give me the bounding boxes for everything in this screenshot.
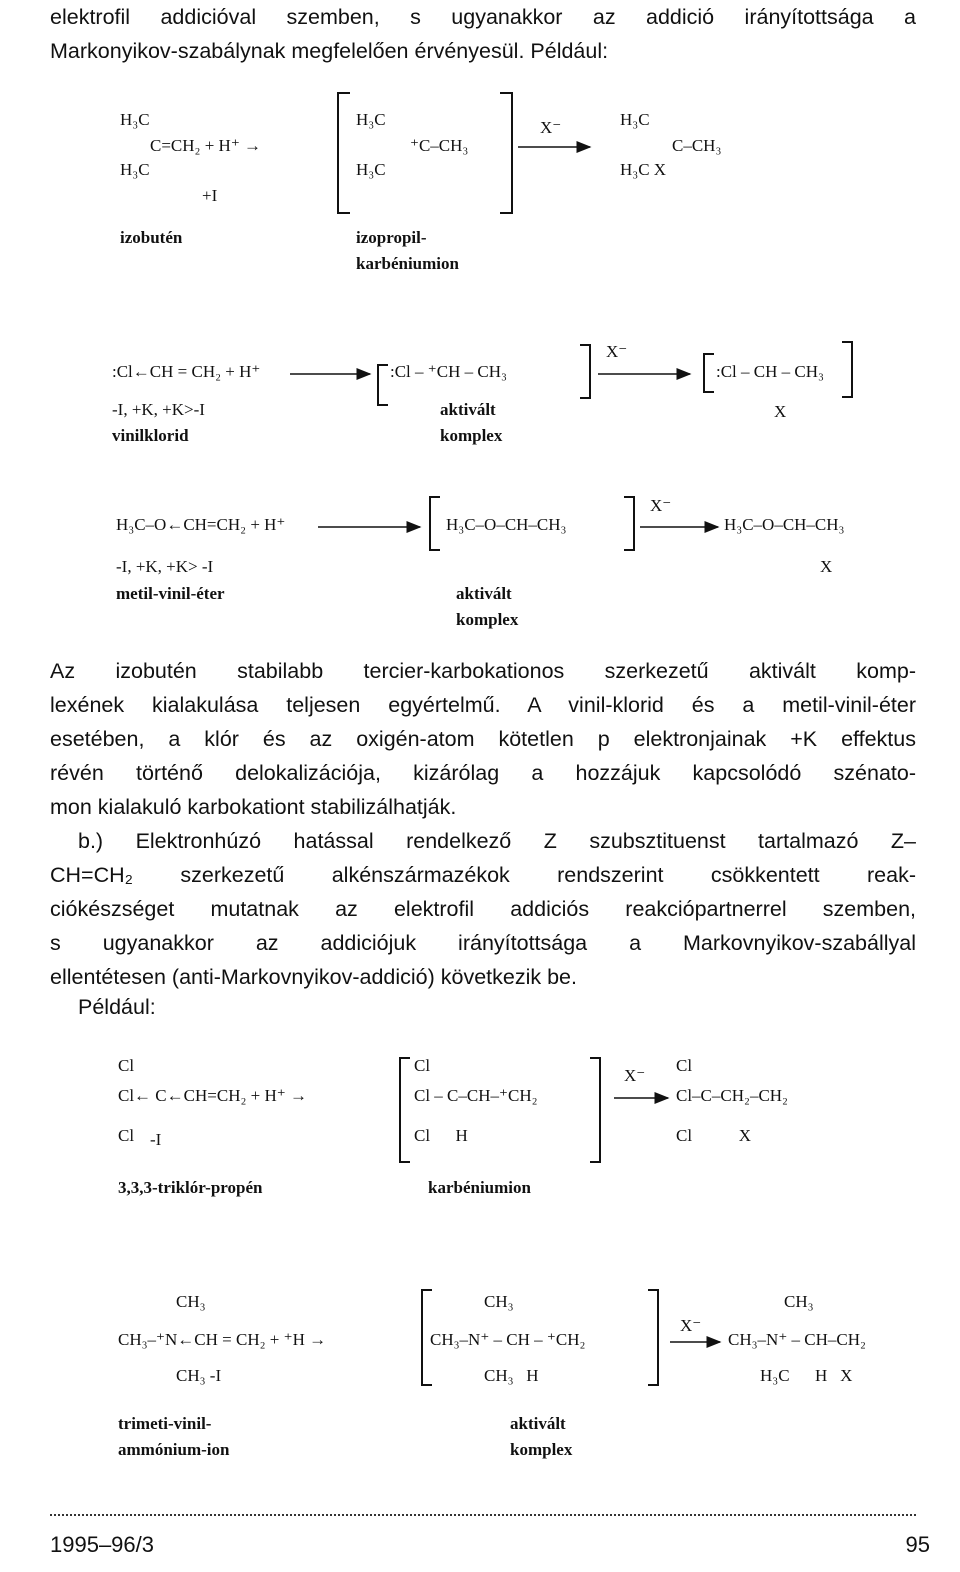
footer-page-number: 95 <box>905 1532 930 1557</box>
paragraph-2-line: CH=CH₂ szerkezetű alkénszármazékok rendszerint csökkentett reak- <box>50 863 916 887</box>
paragraph-2-line: s ugyanakkor az addiciójuk irányítottsága a Markovnyikov-szabállyal <box>50 931 916 955</box>
paragraph-2-line: ellentétesen (anti-Markovnyikov-addició) következik be. <box>50 965 577 989</box>
scheme4-intermediate-bot: Cl H <box>414 1126 468 1145</box>
scheme3-reactant: H₃C–O←CH=CH₂ + H⁺ <box>116 515 286 534</box>
scheme1-bracket-right <box>500 93 512 213</box>
scheme4-intermediate-mid: Cl – C–CH–⁺CH₂ <box>414 1086 538 1105</box>
scheme4-reactant-bot: Cl <box>118 1126 135 1145</box>
scheme3-bracket-right <box>624 497 634 550</box>
scheme5-intermediate-bot: CH₃ H <box>484 1366 539 1385</box>
example-label: Például: <box>78 995 156 1019</box>
scheme5-product-top: CH₃ <box>784 1292 814 1311</box>
scheme2-effects: -I, +K, +K>-I <box>112 400 205 419</box>
scheme3-intermediate: H₃C–O–CH–CH₃ <box>446 515 567 534</box>
scheme2-reagent: X⁻ <box>606 342 628 361</box>
scheme3-product: H₃C–O–CH–CH₃ <box>724 515 845 534</box>
scheme4-product-top: Cl <box>676 1056 693 1075</box>
scheme4-reactant-mid: Cl← C←CH=CH₂ + H⁺ → <box>118 1086 307 1105</box>
scheme1-reactant-bot: H₃C <box>120 160 150 179</box>
paragraph-2 <box>50 824 916 994</box>
scheme1-reagent: X⁻ <box>540 118 562 137</box>
scheme1-intermediate-top: H₃C <box>356 110 386 129</box>
scheme4-intermediate-top: Cl <box>414 1056 431 1075</box>
scheme3-product-sub: X <box>820 557 833 576</box>
scheme4-label-intermediate: karbéniumion <box>428 1178 531 1197</box>
scheme2-reactant: :Cl←CH = CH₂ + H⁺ <box>112 362 261 381</box>
scheme1-intermediate-bot: H₃C <box>356 160 386 179</box>
scheme2-label-intermediate-1: aktivált <box>440 400 496 419</box>
scheme5-reactant-mid: CH₃–⁺N←CH = CH₂ + ⁺H → <box>118 1330 327 1349</box>
scheme5-intermediate-mid: CH₃–N⁺ – CH – ⁺CH₂ <box>430 1330 586 1349</box>
scheme2-product: :Cl – CH – CH₃ <box>716 362 824 381</box>
scheme2-product-bracket-right <box>842 342 852 397</box>
scheme4-label-reactant: 3,3,3-triklór-propén <box>118 1178 263 1197</box>
scheme4-product-bot: Cl X <box>676 1126 752 1145</box>
scheme1-product-bot: H₃C X <box>620 160 667 179</box>
scheme4-effect: -I <box>150 1130 162 1149</box>
scheme3-label-intermediate-1: aktivált <box>456 584 512 603</box>
scheme1-reactant-top: H₃C <box>120 110 150 129</box>
scheme1-label-intermediate-1: izopropil- <box>356 228 427 247</box>
scheme3-effects: -I, +K, +K> -I <box>116 557 214 576</box>
scheme4-reactant-top: Cl <box>118 1056 135 1075</box>
scheme2-label-reactant: vinilklorid <box>112 426 189 445</box>
paragraph-1-line: mon kialakuló karbokationt stabilizálhatják. <box>50 795 457 819</box>
scheme1-bracket-left <box>338 93 350 213</box>
paragraph-1-line: lexének kialakulása teljesen egyértelmű. A vinil-klorid és a metil-vinil-éter <box>50 693 916 717</box>
scheme1-product-mid: C–CH₃ <box>672 136 722 155</box>
scheme5-label-reactant-2: ammónium-ion <box>118 1440 230 1459</box>
scheme5-bracket-right <box>648 1290 658 1385</box>
scheme5-label-intermediate-1: aktivált <box>510 1414 566 1433</box>
scheme2-label-intermediate-2: komplex <box>440 426 503 445</box>
scheme5-reactant-top: CH₃ <box>176 1292 206 1311</box>
paragraph-1-line: Az izobutén stabilabb tercier-karbokationos szerkezetű aktivált komp- <box>50 659 916 683</box>
intro-line-1: elektrofil addicióval szemben, s ugyanakkor az addició irányítottsága a <box>50 5 916 29</box>
scheme2-bracket-left <box>378 365 388 405</box>
footer-rule <box>50 1514 916 1516</box>
paragraph-1 <box>50 654 916 824</box>
scheme3-reagent: X⁻ <box>650 496 672 515</box>
paragraph-1-line: esetében, a klór és az oxigén-atom kötetlen p elektronjainak +K effektus <box>50 727 916 751</box>
intro-line-2: Markonyikov-szabálynak megfelelően érvényesül. Például: <box>50 39 609 63</box>
scheme5-label-intermediate-2: komplex <box>510 1440 573 1459</box>
scheme4-reagent: X⁻ <box>624 1066 646 1085</box>
scheme5-reactant-bot: CH₃ -I <box>176 1366 222 1385</box>
scheme1-reactant-mid: C=CH₂ + H⁺ → <box>150 136 262 155</box>
paragraph-2-line: ciókészséget mutatnak az elektrofil addiciós reakciópartnerrel szemben, <box>50 897 916 921</box>
scheme1-label-intermediate-2: karbéniumion <box>356 254 459 273</box>
scheme4-product-mid: Cl–C–CH₂–CH₂ <box>676 1086 788 1105</box>
scheme2-product-sub: X <box>774 402 787 421</box>
scheme3-label-intermediate-2: komplex <box>456 610 519 629</box>
scheme1-product-top: H₃C <box>620 110 650 129</box>
scheme1-effect: +I <box>202 186 218 205</box>
scheme3-label-reactant: metil-vinil-éter <box>116 584 225 603</box>
scheme2-bracket-right <box>580 345 590 398</box>
scheme1-label-reactant: izobutén <box>120 228 183 247</box>
scheme4-bracket-left <box>400 1058 410 1162</box>
scheme5-product-bot: H₃C H X <box>760 1366 853 1385</box>
scheme5-intermediate-top: CH₃ <box>484 1292 514 1311</box>
scheme5-product-mid: CH₃–N⁺ – CH–CH₂ <box>728 1330 866 1349</box>
paragraph-1-line: révén történő delokalizációja, kizárólag a hozzájuk kapcsolódó szénato- <box>50 761 916 785</box>
intro-text <box>50 0 916 68</box>
scheme1-intermediate-mid: ⁺C–CH₃ <box>410 136 469 155</box>
scheme3-bracket-left <box>430 497 440 550</box>
scheme2-product-bracket-left <box>704 354 714 392</box>
footer-issue: 1995–96/3 <box>50 1532 154 1557</box>
scheme5-reagent: X⁻ <box>680 1316 702 1335</box>
paragraph-2-line: b.) Elektronhúzó hatással rendelkező Z szubsztituenst tartalmazó Z– <box>78 829 916 853</box>
scheme5-label-reactant-1: trimeti-vinil- <box>118 1414 212 1433</box>
scheme2-intermediate: :Cl – ⁺CH – CH₃ <box>390 362 507 381</box>
scheme4-bracket-right <box>590 1058 600 1162</box>
